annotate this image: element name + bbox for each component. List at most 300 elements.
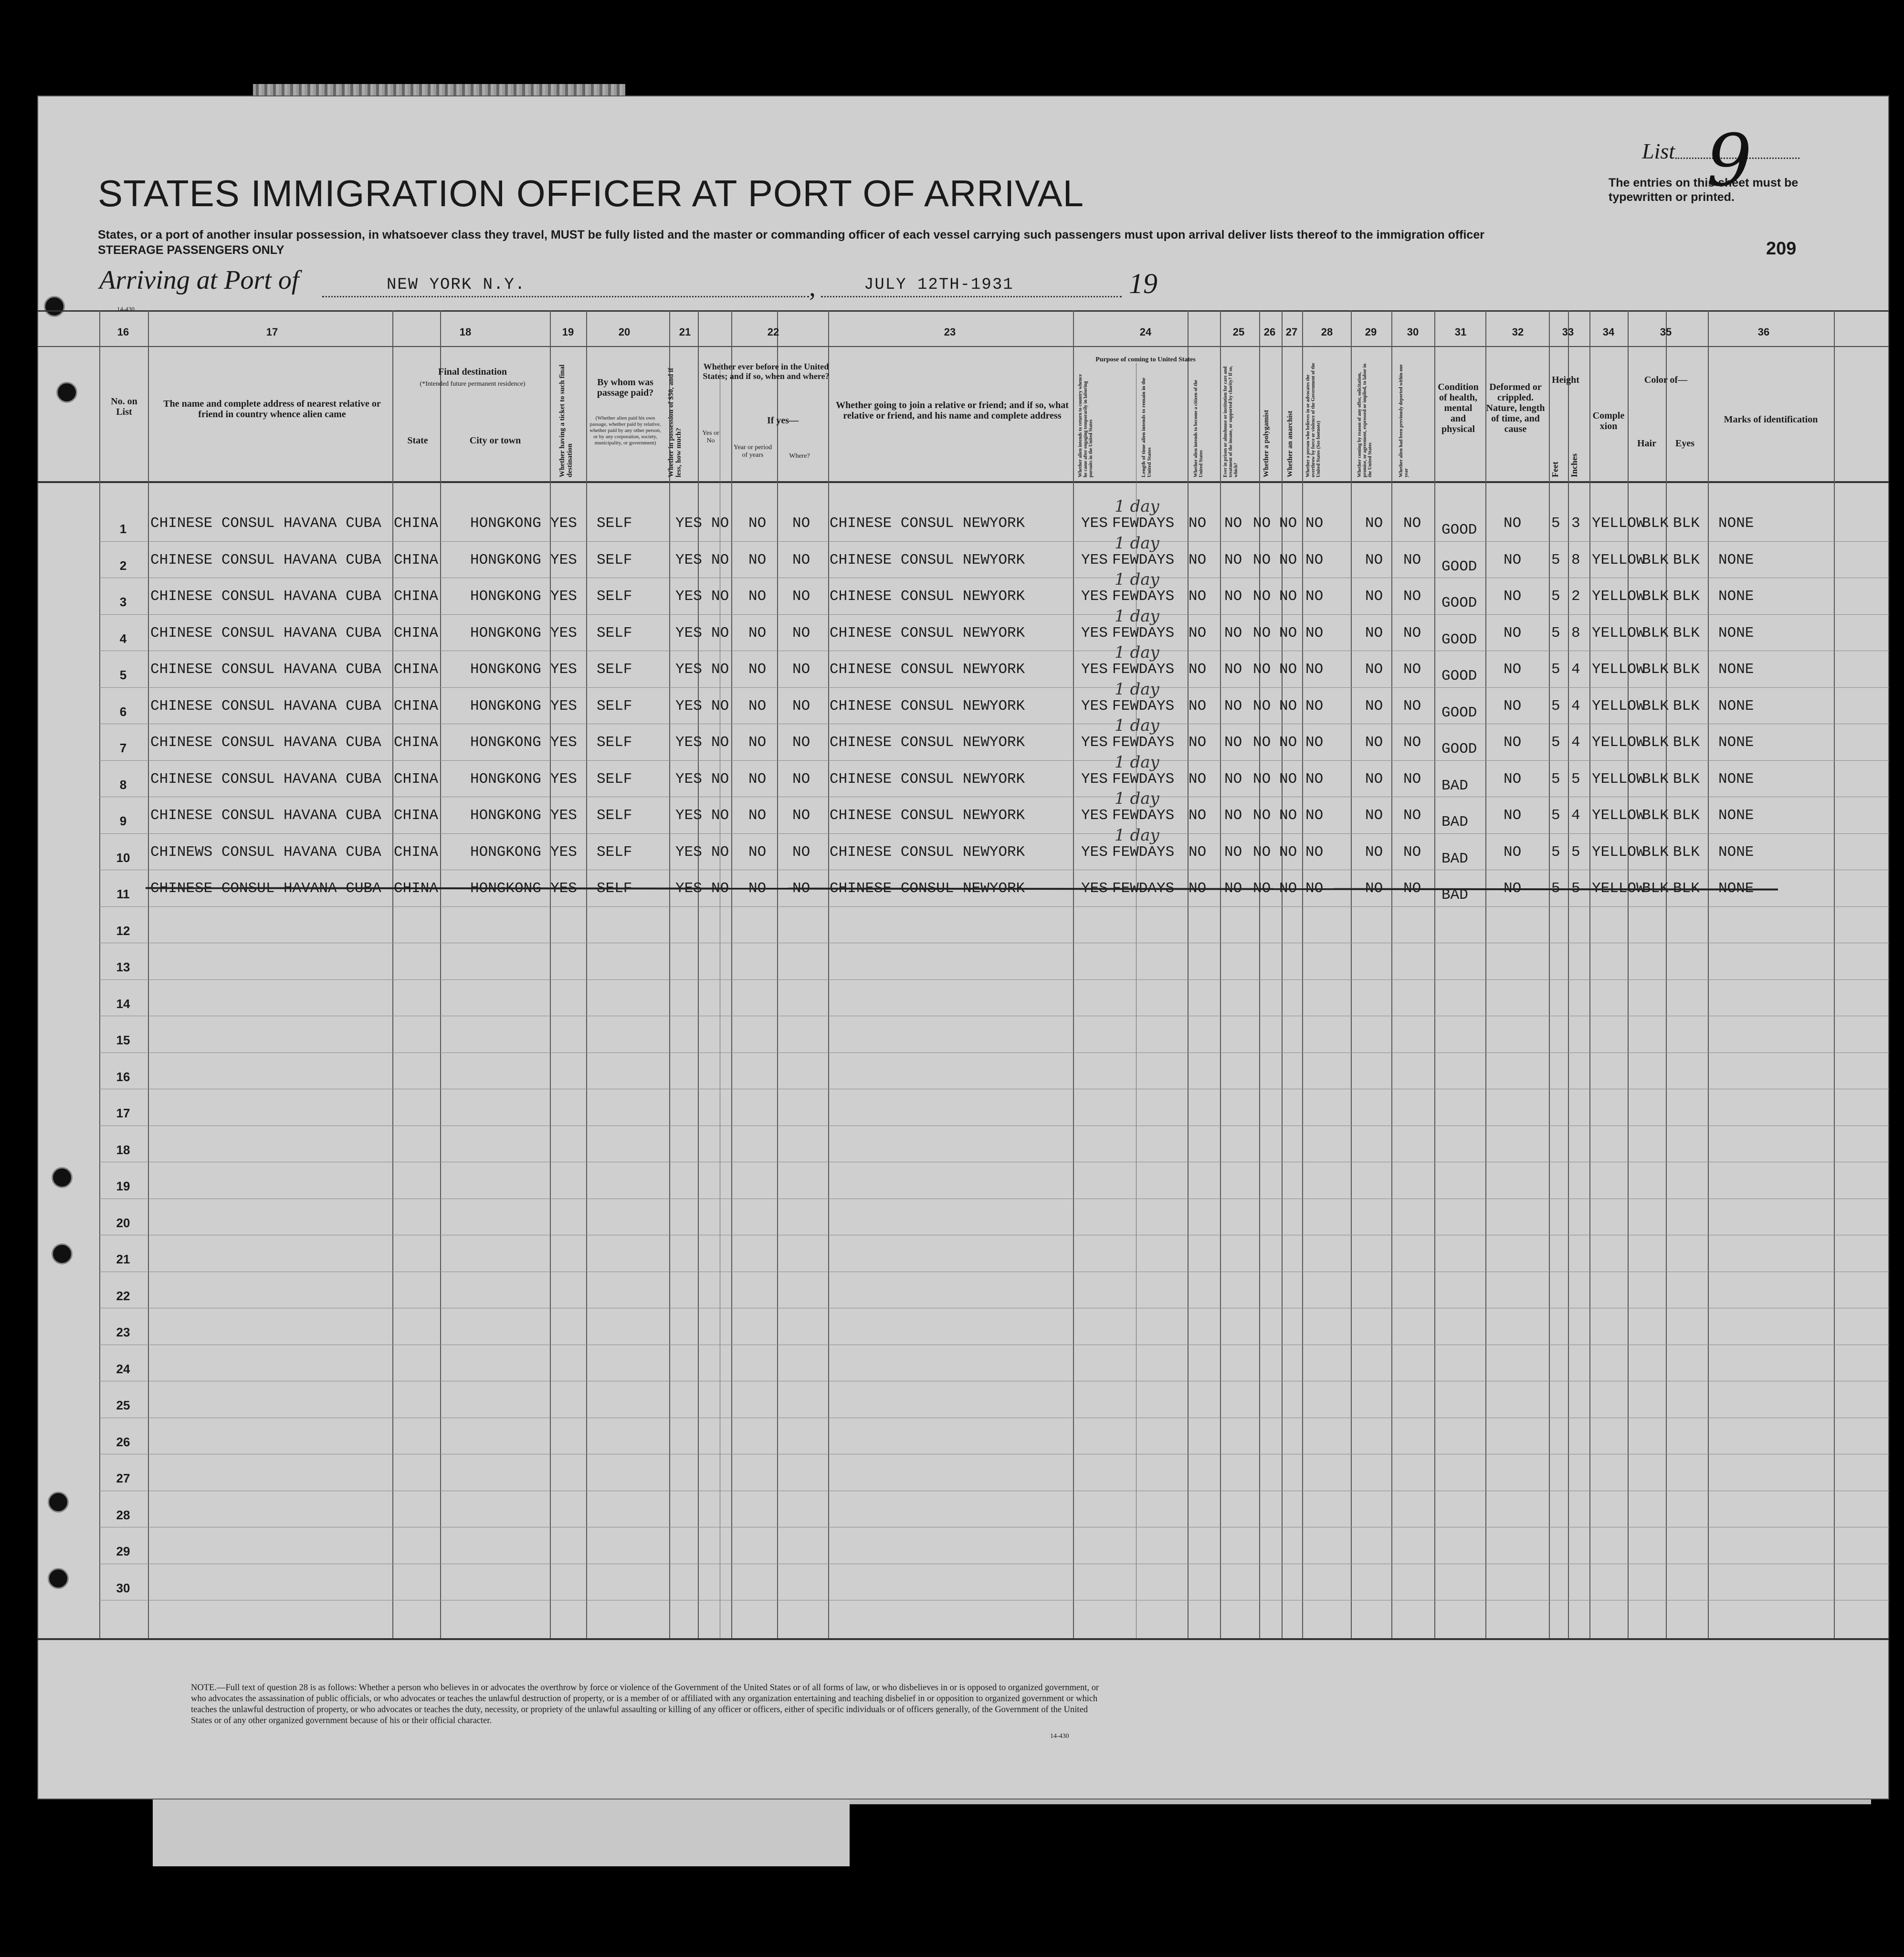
cell-before: NO — [711, 770, 729, 788]
cell-c30: NO — [1403, 551, 1421, 568]
handwritten-stay: 1 day — [1115, 570, 1159, 589]
cell-fifty: YES — [675, 624, 702, 642]
cell-complexion: YELLOW — [1592, 734, 1645, 751]
cell-c17: CHINESE CONSUL HAVANA CUBA — [150, 551, 381, 568]
cell-city: HONGKONG — [470, 624, 541, 642]
row-number: 19 — [116, 1179, 130, 1193]
cell-eyes: BLK — [1673, 551, 1700, 568]
form-code: 14-430 — [117, 305, 135, 313]
cell-length: FEWDAYS — [1112, 551, 1175, 568]
column-divider — [1708, 310, 1709, 1638]
row-number: 28 — [116, 1507, 130, 1522]
punch-hole — [52, 1243, 73, 1264]
column-divider — [1434, 310, 1435, 1638]
cell-hair: BLK — [1642, 880, 1669, 897]
column-divider — [828, 310, 829, 1638]
row-number: 6 — [119, 704, 127, 719]
cell-marks: NONE — [1718, 770, 1754, 788]
cell-c17: CHINESE CONSUL HAVANA CUBA — [150, 588, 381, 605]
cell-inches: 4 — [1571, 661, 1580, 678]
cell-feet: 5 — [1551, 770, 1560, 788]
cell-marks: NONE — [1718, 661, 1754, 678]
cell-inches: 4 — [1571, 734, 1580, 751]
cell-c29: NO — [1365, 880, 1383, 897]
cell-health: BAD — [1441, 887, 1468, 904]
cell-where: NO — [792, 770, 810, 788]
header-ticket: Whether having a ticket to such final destination — [558, 364, 574, 477]
cell-c30: NO — [1403, 843, 1421, 861]
header-color-of: Color of— — [1644, 375, 1688, 385]
cell-return: YES — [1081, 551, 1108, 568]
punch-hole — [56, 382, 77, 403]
cell-c28: NO — [1305, 624, 1324, 642]
cell-city: HONGKONG — [470, 588, 541, 605]
punch-hole — [48, 1492, 69, 1513]
column-number: 31 — [1454, 326, 1467, 338]
handwritten-stay: 1 day — [1115, 533, 1159, 553]
cell-city: HONGKONG — [470, 551, 541, 568]
header-overthrow: Whether a person who believes in or advocates the overthrow by force or violence of the Government of the United States (See footnote) — [1305, 363, 1321, 477]
cell-deformed: NO — [1504, 880, 1522, 897]
cell-paid: SELF — [597, 624, 632, 642]
cell-join: CHINESE CONSUL NEWYORK — [830, 770, 1025, 788]
header-final-destination: Final destination — [438, 367, 507, 377]
cell-c28: NO — [1305, 770, 1324, 788]
header-purpose: Purpose of coming to United States — [1095, 356, 1196, 363]
cell-hair: BLK — [1642, 843, 1669, 861]
header-feet: Feet — [1550, 462, 1560, 477]
header-labor-offer: Whether coming by reason of any offer, solicitation, promise, or agreement, expressed or implied, to labor in the United States — [1357, 363, 1373, 477]
cell-feet: 5 — [1551, 551, 1560, 568]
cell-c29: NO — [1365, 770, 1383, 788]
cell-fifty: YES — [675, 551, 702, 568]
row-number: 1 — [119, 522, 127, 536]
cell-return: YES — [1081, 624, 1108, 642]
cell-join: CHINESE CONSUL NEWYORK — [830, 588, 1025, 605]
row-number: 27 — [116, 1471, 130, 1485]
steerage-label: STEERAGE PASSENGERS ONLY — [98, 243, 284, 257]
cell-c17: CHINEWS CONSUL HAVANA CUBA — [150, 843, 381, 861]
row-line — [99, 1052, 1889, 1053]
instructions-text: States, or a port of another insular possession, in whatsoever class they travel, MUST be fully listed and the master or commanding officer of each vessel carrying such passengers must upon arrival deliver lists thereof to the immigration officer — [98, 228, 1484, 242]
cell-hair: BLK — [1642, 807, 1669, 824]
cell-c28: NO — [1305, 697, 1324, 715]
header-passage-note: (Whether alien paid his own passage, whether paid by relative, whether paid by any other person, or by any corporation, society, municipality, or government) — [589, 415, 661, 446]
row-number: 23 — [116, 1325, 130, 1339]
cell-prison: NO — [1224, 843, 1242, 861]
cell-anarch: NO — [1279, 807, 1297, 824]
row-number: 15 — [116, 1033, 130, 1047]
cell-c30: NO — [1403, 661, 1421, 678]
cell-marks: NONE — [1718, 734, 1754, 751]
row-number: 16 — [116, 1069, 130, 1084]
header-join-relative: Whether going to join a relative or friend; and if so, what relative or friend, and his name and complete address — [836, 400, 1069, 421]
cell-year: NO — [748, 880, 767, 897]
cell-year: NO — [748, 734, 767, 751]
cell-c28: NO — [1305, 551, 1324, 568]
cell-fifty: YES — [675, 588, 702, 605]
cell-ticket: YES — [550, 770, 577, 788]
cell-hair: BLK — [1642, 661, 1669, 678]
cell-deformed: NO — [1504, 807, 1522, 824]
column-number: 20 — [618, 326, 631, 338]
row-number: 22 — [116, 1288, 130, 1303]
cell-return: YES — [1081, 734, 1108, 751]
cell-before: NO — [711, 661, 729, 678]
header-year-period: Year or period of years — [733, 444, 772, 459]
header-prison-almshouse: Ever in prison or almshouse or institution for care and treatment of the insane, or supported by charity? If so, which? — [1223, 366, 1239, 477]
year-prefix: 19 — [1129, 268, 1157, 299]
cell-length: FEWDAYS — [1112, 624, 1175, 642]
cell-c29: NO — [1365, 624, 1383, 642]
date-line — [821, 296, 1122, 297]
cell-return: YES — [1081, 661, 1108, 678]
cell-eyes: BLK — [1673, 697, 1700, 715]
cell-year: NO — [748, 624, 767, 642]
row-line — [99, 979, 1889, 980]
page-title: STATES IMMIGRATION OFFICER AT PORT OF ARRIVAL — [98, 172, 1084, 214]
cell-c30: NO — [1403, 624, 1421, 642]
cell-health: GOOD — [1441, 522, 1477, 538]
cell-polyg: NO — [1253, 843, 1271, 861]
cell-anarch: NO — [1279, 734, 1297, 751]
column-divider — [1073, 310, 1074, 1638]
row-number: 26 — [116, 1434, 130, 1449]
header-bottom-border — [37, 481, 1889, 483]
cell-where: NO — [792, 880, 810, 897]
row-number: 25 — [116, 1398, 130, 1412]
cell-inches: 5 — [1571, 770, 1580, 788]
header-length-stay: Length of time alien intends to remain in the United States — [1141, 378, 1152, 477]
punch-hole — [48, 1568, 69, 1589]
cell-prison: NO — [1224, 515, 1242, 532]
cell-hair: BLK — [1642, 515, 1669, 532]
cell-paid: SELF — [597, 843, 632, 861]
cell-city: HONGKONG — [470, 697, 541, 715]
handwritten-stay: 1 day — [1115, 679, 1159, 699]
cell-c17: CHINESE CONSUL HAVANA CUBA — [150, 807, 381, 824]
row-number: 24 — [116, 1361, 130, 1376]
header-final-destination-note: (*Intended future permanent residence) — [420, 380, 526, 388]
cell-deformed: NO — [1504, 843, 1522, 861]
cell-c28: NO — [1305, 807, 1324, 824]
cell-inches: 8 — [1571, 551, 1580, 568]
cell-paid: SELF — [597, 661, 632, 678]
cell-c29: NO — [1365, 661, 1383, 678]
column-number: 22 — [767, 326, 779, 338]
cell-anarch: NO — [1279, 843, 1297, 861]
cell-return: YES — [1081, 697, 1108, 715]
cell-inches: 8 — [1571, 624, 1580, 642]
cell-ticket: YES — [550, 734, 577, 751]
cell-where: NO — [792, 734, 810, 751]
cell-citizen: NO — [1189, 880, 1207, 897]
row-number: 4 — [119, 631, 127, 646]
cell-join: CHINESE CONSUL NEWYORK — [830, 697, 1025, 715]
cell-fifty: YES — [675, 661, 702, 678]
cell-inches: 5 — [1571, 880, 1580, 897]
cell-paid: SELF — [597, 770, 632, 788]
cell-anarch: NO — [1279, 697, 1297, 715]
column-number: 18 — [459, 326, 472, 338]
header-where: Where? — [789, 452, 810, 460]
cell-where: NO — [792, 515, 810, 532]
column-divider — [1568, 310, 1569, 1638]
column-divider — [698, 310, 699, 1638]
footnote: NOTE.—Full text of question 28 is as follows: Whether a person who believes in or advocates the overthrow by force or violence of the Government of the United States or of all forms of law, or who disbelieves in or is opposed to organized government, or who advocates the assassination of public officials, or who advocates or teaches the unlawful destruction of property, or is a member of or affiliated with any organization entertaining and teaching disbelief in or opposition to organized government or which teaches the unlawful destruction of property, or who advocates or teaches the duty, necessity, or propriety of the unlawful assaulting or killing of any officer or officers, either of specific individuals or of officers generally, of the Government of the United States or of any other organized government because of his or their official character. — [191, 1683, 1099, 1726]
cell-feet: 5 — [1551, 697, 1560, 715]
cell-join: CHINESE CONSUL NEWYORK — [830, 515, 1025, 532]
cell-length: FEWDAYS — [1112, 734, 1175, 751]
handwritten-stay: 1 day — [1115, 606, 1159, 626]
cell-complexion: YELLOW — [1592, 843, 1645, 861]
column-divider — [669, 310, 670, 1638]
cell-state: CHINA — [394, 770, 439, 788]
cell-c30: NO — [1403, 770, 1421, 788]
cell-eyes: BLK — [1673, 880, 1700, 897]
row-number: 10 — [116, 850, 130, 865]
cell-complexion: YELLOW — [1592, 697, 1645, 715]
row-number: 18 — [116, 1142, 130, 1157]
cell-state: CHINA — [394, 551, 439, 568]
table-top-border — [37, 310, 1889, 312]
column-number: 32 — [1512, 326, 1524, 338]
column-divider — [731, 310, 732, 1638]
cell-c29: NO — [1365, 843, 1383, 861]
cell-deformed: NO — [1504, 697, 1522, 715]
cell-anarch: NO — [1279, 551, 1297, 568]
cell-return: YES — [1081, 770, 1108, 788]
cell-feet: 5 — [1551, 734, 1560, 751]
cell-paid: SELF — [597, 880, 632, 897]
cell-ticket: YES — [550, 697, 577, 715]
cell-complexion: YELLOW — [1592, 624, 1645, 642]
table-bottom-border — [37, 1638, 1889, 1640]
column-divider — [1666, 310, 1667, 1638]
cell-year: NO — [748, 770, 767, 788]
cell-before: NO — [711, 551, 729, 568]
cell-where: NO — [792, 843, 810, 861]
cell-city: HONGKONG — [470, 770, 541, 788]
column-number: 33 — [1562, 326, 1574, 338]
cell-fifty: YES — [675, 843, 702, 861]
handwritten-stay: 1 day — [1115, 716, 1159, 735]
row-line — [99, 541, 1889, 542]
header-state: State — [407, 435, 428, 446]
row-number: 3 — [119, 595, 127, 609]
cell-fifty: YES — [675, 770, 702, 788]
column-number: 28 — [1321, 326, 1333, 338]
row-line — [99, 760, 1889, 761]
header-return-intent: Whether alien intends to return to country whence he came after engaging temporarily in laboring pursuits in the United States — [1078, 374, 1094, 477]
cell-state: CHINA — [394, 624, 439, 642]
cell-hair: BLK — [1642, 551, 1669, 568]
cell-ticket: YES — [550, 880, 577, 897]
cell-polyg: NO — [1253, 661, 1271, 678]
cell-return: YES — [1081, 588, 1108, 605]
cell-marks: NONE — [1718, 807, 1754, 824]
handwritten-stay: 1 day — [1115, 497, 1159, 516]
cell-marks: NONE — [1718, 515, 1754, 532]
header-no-on-list: No. on List — [111, 396, 137, 417]
cell-c17: CHINESE CONSUL HAVANA CUBA — [150, 697, 381, 715]
cell-prison: NO — [1224, 697, 1242, 715]
cell-health: GOOD — [1441, 595, 1477, 611]
cell-citizen: NO — [1189, 588, 1207, 605]
cell-year: NO — [748, 588, 767, 605]
cell-length: FEWDAYS — [1112, 843, 1175, 861]
cell-c17: CHINESE CONSUL HAVANA CUBA — [150, 515, 381, 532]
cell-city: HONGKONG — [470, 734, 541, 751]
cell-join: CHINESE CONSUL NEWYORK — [830, 807, 1025, 824]
handwritten-stay: 1 day — [1115, 643, 1159, 662]
cell-complexion: YELLOW — [1592, 807, 1645, 824]
cell-c29: NO — [1365, 515, 1383, 532]
cell-c30: NO — [1403, 807, 1421, 824]
cell-length: FEWDAYS — [1112, 661, 1175, 678]
cell-c28: NO — [1305, 734, 1324, 751]
row-line — [99, 906, 1889, 907]
column-divider — [1259, 310, 1260, 1638]
column-number: 30 — [1407, 326, 1419, 338]
row-number: 20 — [116, 1215, 130, 1230]
cell-fifty: YES — [675, 807, 702, 824]
cell-ticket: YES — [550, 551, 577, 568]
row-number: 9 — [119, 814, 127, 828]
cell-inches: 4 — [1571, 697, 1580, 715]
cell-eyes: BLK — [1673, 661, 1700, 678]
cell-prison: NO — [1224, 807, 1242, 824]
cell-where: NO — [792, 551, 810, 568]
cell-citizen: NO — [1189, 807, 1207, 824]
row-number: 13 — [116, 960, 130, 974]
cell-ticket: YES — [550, 843, 577, 861]
cell-c28: NO — [1305, 661, 1324, 678]
column-divider — [1188, 310, 1189, 1638]
cell-inches: 4 — [1571, 807, 1580, 824]
cell-fifty: YES — [675, 697, 702, 715]
cell-polyg: NO — [1253, 697, 1271, 715]
cell-ticket: YES — [550, 624, 577, 642]
cell-eyes: BLK — [1673, 843, 1700, 861]
cell-marks: NONE — [1718, 843, 1754, 861]
cell-prison: NO — [1224, 734, 1242, 751]
cell-state: CHINA — [394, 515, 439, 532]
cell-complexion: YELLOW — [1592, 515, 1645, 532]
header-if-yes: If yes— — [767, 415, 799, 426]
column-divider — [1549, 310, 1550, 1638]
column-divider — [392, 310, 393, 1638]
cell-deformed: NO — [1504, 515, 1522, 532]
arrival-port: NEW YORK N.Y. — [387, 276, 526, 294]
cell-citizen: NO — [1189, 515, 1207, 532]
column-divider — [440, 310, 441, 1638]
cell-before: NO — [711, 843, 729, 861]
cell-anarch: NO — [1279, 624, 1297, 642]
header-nearest-relative: The name and complete address of nearest relative or friend in country whence alien came — [163, 399, 381, 420]
handwritten-stay: 1 day — [1115, 752, 1159, 772]
header-height: Height — [1552, 375, 1579, 385]
cell-eyes: BLK — [1673, 515, 1700, 532]
cell-length: FEWDAYS — [1112, 770, 1175, 788]
cell-state: CHINA — [394, 697, 439, 715]
cell-eyes: BLK — [1673, 734, 1700, 751]
cell-state: CHINA — [394, 843, 439, 861]
handwritten-stay: 1 day — [1115, 825, 1159, 845]
cell-feet: 5 — [1551, 515, 1560, 532]
cell-complexion: YELLOW — [1592, 661, 1645, 678]
cell-c29: NO — [1365, 588, 1383, 605]
cell-where: NO — [792, 661, 810, 678]
cell-before: NO — [711, 807, 729, 824]
cell-citizen: NO — [1189, 770, 1207, 788]
header-anarchist: Whether an anarchist — [1286, 410, 1294, 477]
list-number: 9 — [1706, 119, 1752, 202]
cell-paid: SELF — [597, 807, 632, 824]
cell-complexion: YELLOW — [1592, 551, 1645, 568]
header-inches: Inches — [1569, 453, 1579, 477]
cell-ticket: YES — [550, 807, 577, 824]
cell-state: CHINA — [394, 661, 439, 678]
column-divider — [1834, 310, 1835, 1638]
column-divider — [1220, 310, 1221, 1638]
cell-c30: NO — [1403, 880, 1421, 897]
cell-c17: CHINESE CONSUL HAVANA CUBA — [150, 661, 381, 678]
cell-complexion: YELLOW — [1592, 588, 1645, 605]
cell-where: NO — [792, 624, 810, 642]
cell-ticket: YES — [550, 515, 577, 532]
cell-ticket: YES — [550, 588, 577, 605]
column-number: 19 — [562, 326, 574, 338]
column-number: 35 — [1660, 326, 1672, 338]
cell-length: FEWDAYS — [1112, 697, 1175, 715]
cell-health: GOOD — [1441, 558, 1477, 575]
column-divider — [1628, 310, 1629, 1638]
column-divider — [1282, 310, 1283, 1638]
comma-separator: , — [809, 273, 816, 302]
cell-deformed: NO — [1504, 551, 1522, 568]
cell-health: GOOD — [1441, 631, 1477, 648]
cell-feet: 5 — [1551, 661, 1560, 678]
cell-state: CHINA — [394, 734, 439, 751]
cell-join: CHINESE CONSUL NEWYORK — [830, 661, 1025, 678]
cell-year: NO — [748, 807, 767, 824]
row-number: 8 — [119, 777, 127, 792]
cell-health: GOOD — [1441, 704, 1477, 721]
cell-paid: SELF — [597, 515, 632, 532]
row-number: 12 — [116, 923, 130, 938]
column-number: 34 — [1602, 326, 1615, 338]
cell-prison: NO — [1224, 661, 1242, 678]
header-city: City or town — [469, 435, 521, 446]
cell-join: CHINESE CONSUL NEWYORK — [830, 551, 1025, 568]
cell-health: GOOD — [1441, 741, 1477, 758]
header-hair: Hair — [1637, 438, 1656, 449]
cell-anarch: NO — [1279, 661, 1297, 678]
cell-before: NO — [711, 588, 729, 605]
cell-paid: SELF — [597, 588, 632, 605]
cell-polyg: NO — [1253, 588, 1271, 605]
cell-c28: NO — [1305, 588, 1324, 605]
cell-return: YES — [1081, 843, 1108, 861]
column-divider — [550, 310, 551, 1638]
manifest-sheet — [37, 95, 1889, 1799]
cell-return: YES — [1081, 515, 1108, 532]
cell-prison: NO — [1224, 588, 1242, 605]
column-number: 21 — [679, 326, 691, 338]
cell-prison: NO — [1224, 624, 1242, 642]
header-deformed: Deformed or crippled. Nature, length of time, and cause — [1486, 382, 1545, 434]
